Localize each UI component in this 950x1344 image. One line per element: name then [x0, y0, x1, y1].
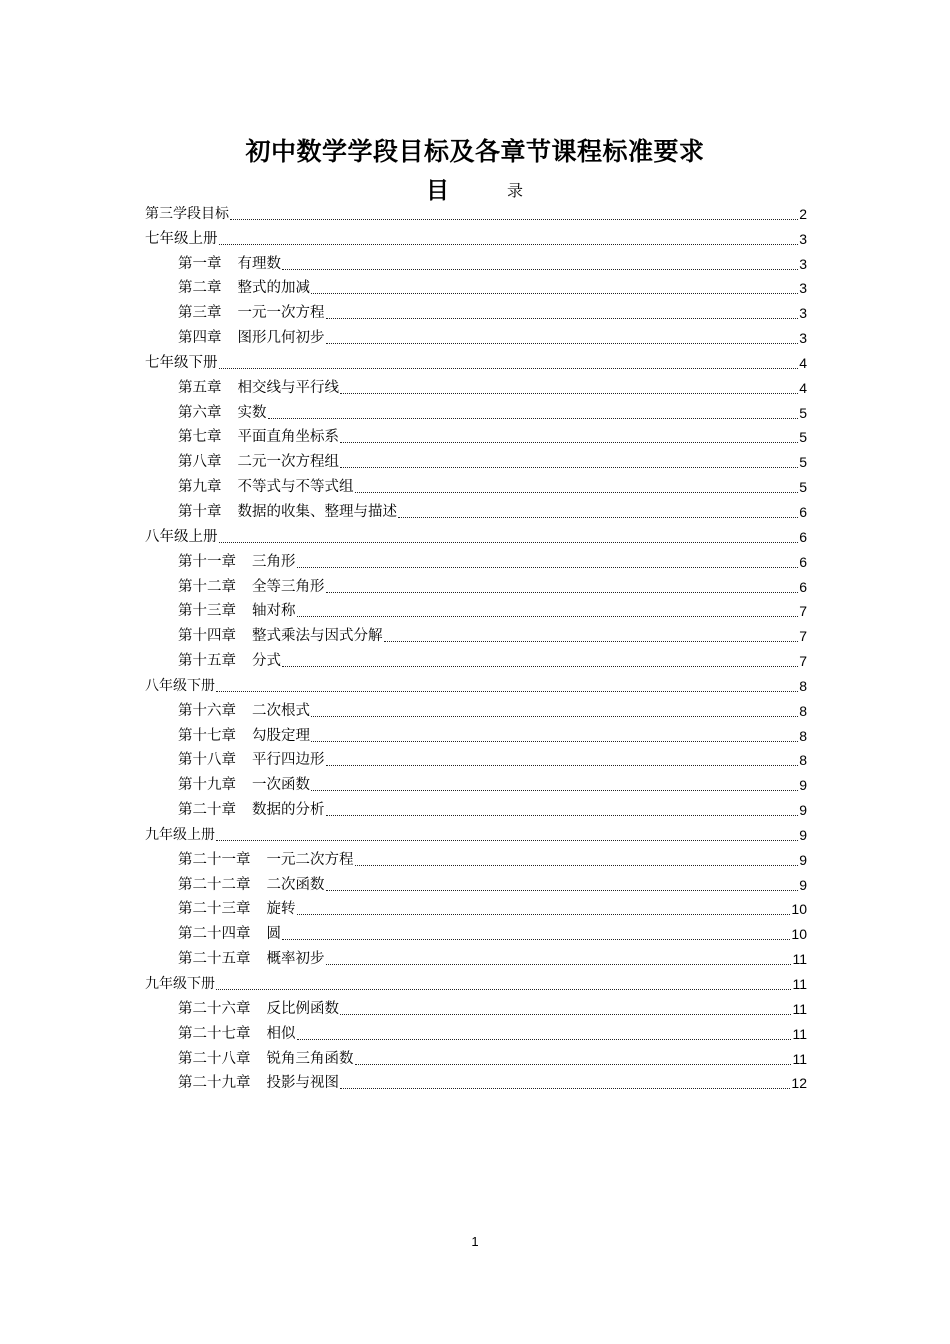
toc-entry-title: 第一章: [178, 255, 222, 272]
toc-entry-topic: 整式乘法与因式分解: [252, 628, 383, 645]
toc-entry-label: [178, 703, 310, 720]
toc-entry-label: [145, 231, 218, 248]
toc-heading-char-2: 录: [507, 181, 524, 200]
toc-entry-topic: 二次根式: [252, 702, 310, 719]
toc-entry-topic: 三角形: [252, 553, 296, 570]
toc-entry-page-number: 4: [799, 379, 807, 396]
toc-entry-title: 第十二章: [178, 578, 236, 595]
toc-entry-label: [178, 429, 339, 446]
toc-entry-chapter[interactable]: [145, 248, 807, 273]
toc-dot-leader: [340, 1087, 790, 1089]
toc-entry-chapter[interactable]: [145, 745, 807, 770]
toc-entry-label: [145, 355, 218, 372]
toc-entry-title: 第二十六章: [178, 1000, 251, 1017]
toc-entry-topic: 轴对称: [252, 603, 296, 620]
toc-dot-leader: [355, 1063, 792, 1065]
toc-entry-title: 第十六章: [178, 702, 236, 719]
toc-dot-leader: [219, 367, 799, 369]
toc-entry-title: 第三学段目标: [145, 205, 229, 222]
toc-entry-title: 第二十一章: [178, 851, 251, 868]
toc-entry-section[interactable]: [145, 670, 807, 695]
toc-entry-section[interactable]: [145, 819, 807, 844]
toc-entry-label: [178, 479, 354, 496]
toc-entry-title: 第二章: [178, 280, 222, 297]
toc-entry-title: 第九章: [178, 479, 222, 496]
toc-entry-title: 第七章: [178, 429, 222, 446]
toc-dot-leader: [311, 292, 798, 294]
toc-entry-topic: 平面直角坐标系: [237, 429, 339, 446]
toc-dot-leader: [311, 789, 798, 791]
toc-entry-label: [145, 206, 229, 223]
toc-entry-chapter[interactable]: [145, 993, 807, 1018]
toc-entry-chapter[interactable]: [145, 471, 807, 496]
toc-entry-label: [178, 280, 310, 297]
toc-entry-label: [178, 802, 325, 819]
toc-dot-leader: [340, 466, 798, 468]
toc-dot-leader: [326, 963, 792, 965]
toc-dot-leader: [282, 938, 790, 940]
toc-entry-page-number: 8: [799, 752, 807, 769]
toc-entry-label: [178, 1075, 339, 1092]
toc-entry-topic: 整式的加减: [237, 280, 310, 297]
toc-entry-page-number: 3: [799, 255, 807, 272]
toc-dot-leader: [297, 566, 799, 568]
toc-dot-leader: [216, 839, 798, 841]
toc-entry-chapter[interactable]: [145, 918, 807, 943]
toc-entry-title: 八年级上册: [145, 528, 218, 545]
toc-entry-topic: 分式: [252, 653, 281, 670]
toc-entry-topic: 全等三角形: [252, 578, 325, 595]
toc-entry-title: 九年级下册: [145, 976, 215, 992]
toc-entry-page-number: 10: [791, 901, 807, 918]
toc-entry-topic: 锐角三角函数: [266, 1050, 354, 1067]
toc-entry-label: [178, 877, 325, 894]
toc-dot-leader: [355, 491, 799, 493]
toc-entry-topic: 二元一次方程组: [237, 454, 339, 471]
toc-entry-topic: 平行四边形: [252, 752, 325, 769]
toc-entry-topic: 一元一次方程: [237, 305, 325, 322]
toc-entry-section[interactable]: [145, 347, 807, 372]
toc-entry-page-number: 3: [799, 305, 807, 322]
toc-entry-chapter[interactable]: [145, 869, 807, 894]
toc-entry-label: [178, 504, 397, 521]
toc-entry-title: 第十七章: [178, 727, 236, 744]
toc-entry-label: [178, 777, 310, 794]
toc-dot-leader: [216, 690, 798, 692]
toc-entry-chapter[interactable]: [145, 372, 807, 397]
toc-entry-page-number: 11: [792, 1025, 807, 1042]
toc-entry-page-number: 9: [799, 777, 807, 794]
toc-entry-label: [178, 554, 296, 571]
toc-entry-topic: 数据的收集、整理与描述: [237, 503, 397, 520]
toc-entry-page-number: 11: [792, 1050, 807, 1067]
toc-dot-leader: [297, 1038, 792, 1040]
toc-entry-page-number: 9: [799, 876, 807, 893]
toc-entry-topic: 数据的分析: [252, 802, 325, 819]
toc-entry-label: [145, 678, 215, 695]
toc-entry-title: 第二十二章: [178, 876, 251, 893]
toc-entry-topic: 相似: [266, 1025, 296, 1042]
toc-entry-title: 第三章: [178, 305, 222, 322]
toc-entry-title: 第二十八章: [178, 1050, 251, 1067]
toc-entry-page-number: 11: [792, 976, 807, 992]
toc-entry-page-number: 9: [799, 826, 807, 843]
toc-dot-leader: [297, 913, 791, 915]
toc-entry-page-number: 11: [792, 951, 807, 968]
toc-entry-topic: 圆: [266, 926, 281, 943]
toc-entry-topic: 概率初步: [266, 951, 325, 968]
toc-entry-chapter[interactable]: [145, 794, 807, 819]
toc-dot-leader: [219, 243, 799, 245]
toc-entry-page-number: 8: [799, 677, 807, 694]
toc-entry-label: [178, 1001, 339, 1018]
toc-heading-char-1: 目: [426, 178, 449, 204]
toc-entry-page-number: 12: [791, 1075, 807, 1092]
toc-dot-leader: [355, 864, 799, 866]
toc-entry-label: [178, 901, 296, 918]
toc-entry-label: [178, 752, 325, 769]
toc-entry-chapter[interactable]: [145, 645, 807, 670]
toc-entry-page-number: 10: [791, 926, 807, 943]
toc-dot-leader: [326, 764, 799, 766]
toc-entry-title: 第十四章: [178, 628, 236, 645]
toc-dot-leader: [216, 988, 791, 990]
toc-entry-label: [145, 976, 215, 993]
toc-entry-title: 第十九章: [178, 777, 236, 794]
toc-entry-chapter[interactable]: [145, 596, 807, 621]
toc-entry-label: [178, 926, 281, 943]
toc-entry-title: 第五章: [178, 379, 222, 396]
toc-entry-section[interactable]: [145, 521, 807, 546]
toc-dot-leader: [282, 665, 798, 667]
toc-entry-topic: 图形几何初步: [237, 330, 325, 347]
toc-entry-title: 八年级下册: [145, 677, 215, 694]
toc-entry-title: 第二十七章: [178, 1025, 251, 1042]
toc-entry-chapter[interactable]: [145, 720, 807, 745]
toc-dot-leader: [326, 342, 799, 344]
toc-dot-leader: [326, 317, 799, 319]
document-title: 初中数学学段目标及各章节课程标准要求: [245, 137, 705, 166]
toc-entry-chapter[interactable]: [145, 1068, 807, 1093]
toc-entry-label: [178, 330, 325, 347]
toc-entry-topic: 不等式与不等式组: [237, 479, 354, 496]
toc-dot-leader: [326, 814, 799, 816]
toc-entry-title: 七年级下册: [145, 354, 218, 371]
toc-entry-chapter[interactable]: [145, 397, 807, 422]
toc-dot-leader: [326, 591, 799, 593]
toc-entry-chapter[interactable]: [145, 695, 807, 720]
toc-entry-page-number: 7: [799, 603, 807, 620]
toc-dot-leader: [384, 640, 799, 642]
toc-entry-topic: 反比例函数: [266, 1000, 339, 1017]
toc-dot-leader: [230, 218, 798, 220]
toc-entry-label: [178, 951, 325, 968]
toc-entry-chapter[interactable]: [145, 546, 807, 571]
table-of-contents: [145, 198, 807, 1092]
toc-entry-page-number: 3: [799, 280, 807, 297]
toc-entry-label: [178, 256, 281, 273]
toc-entry-page-number: 8: [799, 702, 807, 719]
toc-entry-page-number: 4: [799, 354, 807, 371]
toc-entry-page-number: 5: [799, 429, 807, 446]
toc-entry-chapter[interactable]: [145, 769, 807, 794]
toc-entry-title: 第十三章: [178, 603, 236, 620]
toc-entry-topic: 实数: [237, 404, 267, 421]
toc-entry-chapter[interactable]: [145, 322, 807, 347]
toc-entry-label: [178, 603, 296, 620]
toc-entry-topic: 投影与视图: [266, 1075, 339, 1092]
toc-entry-topic: 勾股定理: [252, 727, 310, 744]
toc-entry-page-number: 5: [799, 454, 807, 471]
toc-entry-section[interactable]: [145, 198, 807, 223]
toc-entry-label: [178, 1051, 354, 1068]
page-number: 1: [471, 1234, 479, 1249]
toc-entry-page-number: 11: [792, 1000, 807, 1017]
toc-entry-chapter[interactable]: [145, 422, 807, 447]
toc-entry-label: [178, 305, 325, 322]
toc-entry-page-number: 7: [799, 628, 807, 645]
toc-dot-leader: [219, 541, 799, 543]
toc-entry-chapter[interactable]: [145, 844, 807, 869]
toc-entry-label: [178, 579, 325, 596]
toc-entry-title: 第十一章: [178, 553, 236, 570]
toc-entry-title: 九年级上册: [145, 826, 215, 843]
toc-entry-section[interactable]: [145, 968, 807, 993]
toc-entry-title: 第六章: [178, 404, 222, 421]
toc-entry-title: 第二十九章: [178, 1075, 251, 1092]
toc-entry-topic: 有理数: [237, 255, 281, 272]
toc-entry-label: [145, 827, 215, 844]
toc-entry-title: 第十八章: [178, 752, 236, 769]
toc-entry-page-number: 6: [799, 578, 807, 595]
toc-entry-chapter[interactable]: [145, 1018, 807, 1043]
toc-entry-page-number: 3: [799, 230, 807, 247]
toc-dot-leader: [282, 268, 798, 270]
toc-entry-section[interactable]: [145, 223, 807, 248]
toc-entry-page-number: 6: [799, 503, 807, 520]
toc-dot-leader: [340, 1013, 791, 1015]
toc-entry-chapter[interactable]: [145, 620, 807, 645]
toc-dot-leader: [340, 441, 798, 443]
toc-entry-page-number: 5: [799, 404, 807, 421]
toc-entry-label: [178, 728, 310, 745]
toc-entry-title: 第十五章: [178, 653, 236, 670]
toc-dot-leader: [398, 516, 798, 518]
toc-entry-label: [178, 628, 383, 645]
toc-entry-chapter[interactable]: [145, 273, 807, 298]
toc-entry-chapter[interactable]: [145, 496, 807, 521]
toc-entry-chapter[interactable]: [145, 1043, 807, 1068]
toc-entry-title: 第十章: [178, 503, 222, 520]
toc-entry-topic: 相交线与平行线: [237, 379, 339, 396]
toc-entry-title: 第二十章: [178, 802, 236, 819]
toc-entry-page-number: 2: [799, 205, 807, 222]
toc-dot-leader: [268, 417, 799, 419]
toc-entry-topic: 一元二次方程: [266, 851, 354, 868]
toc-entry-chapter[interactable]: [145, 894, 807, 919]
toc-dot-leader: [311, 715, 798, 717]
toc-entry-page-number: 3: [799, 330, 807, 347]
toc-entry-label: [178, 1026, 296, 1043]
toc-entry-page-number: 8: [799, 727, 807, 744]
toc-entry-topic: 二次函数: [266, 876, 325, 893]
toc-entry-title: 第四章: [178, 330, 222, 347]
toc-entry-title: 第二十三章: [178, 901, 251, 918]
toc-entry-chapter[interactable]: [145, 297, 807, 322]
toc-entry-label: [178, 405, 267, 422]
toc-entry-page-number: 7: [799, 653, 807, 670]
toc-entry-page-number: 6: [799, 528, 807, 545]
toc-entry-title: 七年级上册: [145, 230, 218, 247]
toc-entry-title: 第八章: [178, 454, 222, 471]
toc-entry-page-number: 5: [799, 479, 807, 496]
toc-dot-leader: [311, 740, 798, 742]
toc-entry-page-number: 9: [799, 851, 807, 868]
toc-entry-title: 第二十五章: [178, 951, 251, 968]
toc-dot-leader: [326, 889, 799, 891]
toc-entry-chapter[interactable]: [145, 943, 807, 968]
toc-entry-page-number: 9: [799, 802, 807, 819]
toc-entry-topic: 旋转: [266, 901, 296, 918]
toc-entry-chapter[interactable]: [145, 446, 807, 471]
toc-entry-label: [178, 653, 281, 670]
toc-entry-label: [178, 380, 339, 397]
toc-entry-topic: 一次函数: [252, 777, 310, 794]
toc-entry-label: [178, 454, 339, 471]
toc-entry-page-number: 6: [799, 553, 807, 570]
toc-entry-chapter[interactable]: [145, 571, 807, 596]
toc-dot-leader: [340, 392, 798, 394]
toc-entry-label: [145, 529, 218, 546]
toc-dot-leader: [297, 615, 799, 617]
toc-entry-label: [178, 852, 354, 869]
toc-entry-title: 第二十四章: [178, 926, 251, 943]
